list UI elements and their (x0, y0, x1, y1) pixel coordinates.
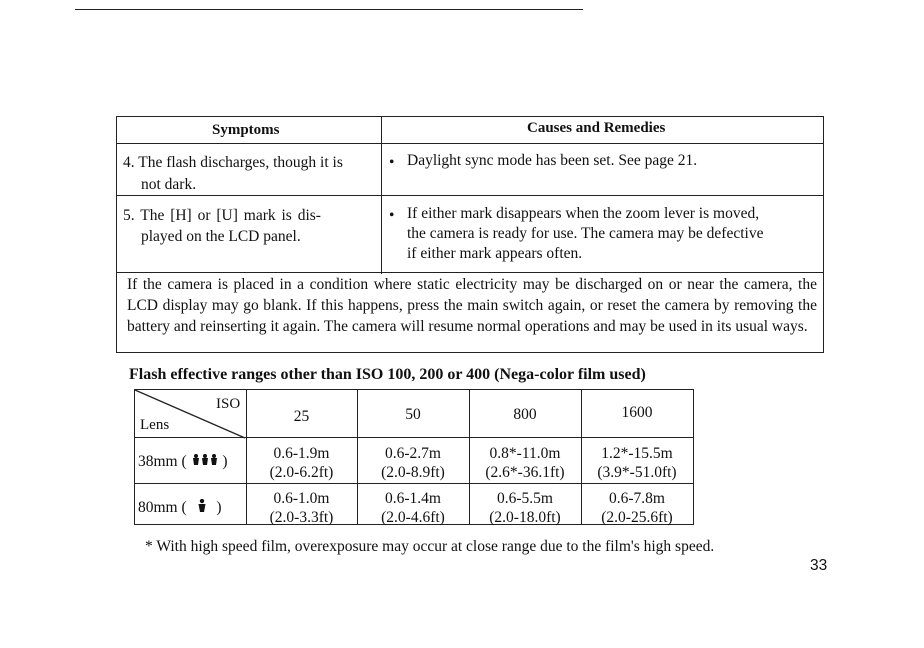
lens-80mm-label: 80mm ( (138, 499, 187, 516)
row-separator (117, 272, 823, 273)
remedy-5-bullet: • (389, 207, 395, 224)
remedy-4-line1: Daylight sync mode has been set. See page 21. (407, 152, 698, 169)
flash-range-table (134, 389, 694, 525)
top-rule (75, 9, 583, 10)
symptom-5-line2: played on the LCD panel. (141, 228, 301, 245)
iso-50: 50 (405, 406, 421, 423)
row-divider (134, 437, 694, 438)
symptom-4-line2: not dark. (141, 176, 197, 193)
row-separator (117, 195, 823, 196)
range-38-25: 0.6-1.9m (2.0-6.2ft) (269, 445, 334, 481)
iso-25: 25 (293, 408, 310, 425)
remedy-5-line3: if either mark appears often. (407, 245, 583, 262)
range-80-1600: 0.6-7.8m (2.0-25.6ft) (601, 490, 673, 526)
lens-80mm (138, 499, 222, 517)
remedy-5-line1: If either mark disappears when the zoom lever is moved, (407, 205, 760, 222)
wide-angle-people-icon (191, 454, 219, 466)
symptom-4-line1: 4. The flash discharges, though it is (123, 154, 343, 171)
range-38-800: 0.8*-11.0m (2.6*-36.1ft) (485, 445, 565, 481)
range-80-50: 0.6-1.4m (2.0-4.6ft) (381, 490, 445, 526)
footnote: * With high speed film, overexposure may occur at close range due to the film's high speed. (145, 538, 715, 555)
lens-38mm-close: ) (222, 453, 228, 470)
telephoto-person-icon (191, 499, 213, 512)
range-38-50: 0.6-2.7m (2.0-8.9ft) (381, 445, 445, 481)
lens-38mm-label: 38mm ( (138, 453, 187, 470)
flash-table-title: Flash effective ranges other than ISO 100, 200 or 400 (Nega-color film used) (129, 366, 646, 383)
symptoms-header: Symptoms (212, 122, 280, 138)
corner-lens-label: Lens (140, 417, 170, 433)
lens-80mm-close: ) (216, 499, 222, 516)
static-electricity-note: If the camera is placed in a condition where static electricity may be discharged on or near the camera, the LCD display may go blank. If this happens, press the main switch again, or reset the camera by removing the battery and reinserting it again. The camera will resume normal operations and may be used in its usual ways. (127, 276, 817, 335)
row-divider (134, 483, 694, 484)
iso-800: 800 (513, 406, 537, 423)
symptom-5-line1: 5. The [H] or [U] mark is dis- (123, 207, 321, 224)
remedy-5-line2: the camera is ready for use. The camera may be defective (407, 225, 764, 242)
causes-header: Causes and Remedies (527, 120, 666, 136)
corner-iso-label: ISO (216, 396, 241, 412)
lens-38mm (138, 453, 228, 471)
range-80-25: 0.6-1.0m (2.0-3.3ft) (269, 490, 334, 526)
remedy-4-bullet: • (389, 154, 395, 171)
iso-1600: 1600 (621, 404, 653, 421)
troubleshooting-table (116, 116, 824, 353)
range-38-1600: 1.2*-15.5m (3.9*-51.0ft) (597, 445, 677, 481)
page-number: 33 (810, 557, 828, 574)
range-80-800: 0.6-5.5m (2.0-18.0ft) (489, 490, 561, 526)
